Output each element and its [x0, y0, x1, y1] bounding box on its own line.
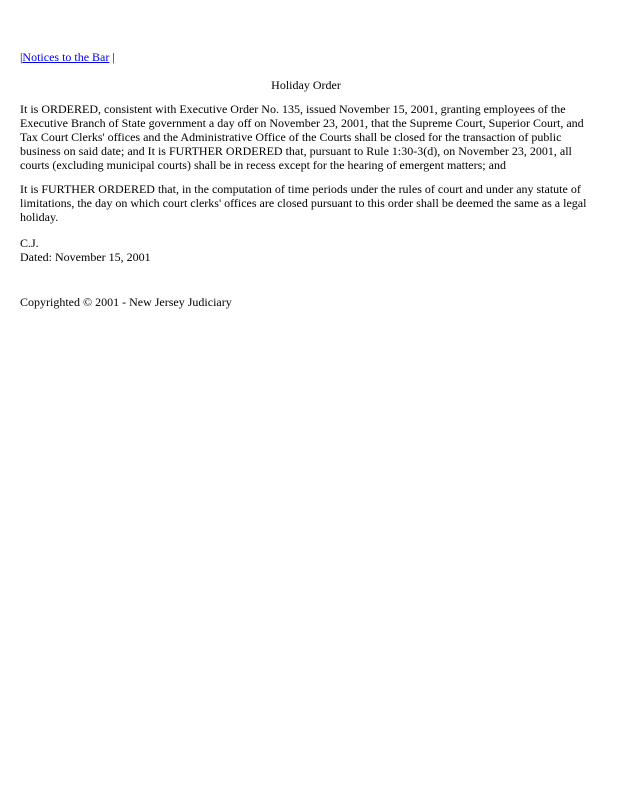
signature: C.J. — [20, 236, 39, 250]
signature-block — [20, 236, 151, 264]
order-paragraph-1: It is ORDERED, consistent with Executive Order No. 135, issued November 15, 2001, granting employees of the Executive Branch of State government a day off on November 23, 2001, that the Supreme Court, Superior Court, and Tax Court Clerks' offices and the Administrative Office of the Courts shall be closed for the transaction of public business on said date; and It is FURTHER ORDERED that, pursuant to Rule 1:30-3(d), on November 23, 2001, all courts (excluding municipal courts) shall be in recess except for the hearing of emergent matters; and — [20, 102, 584, 172]
order-paragraph-2: It is FURTHER ORDERED that, in the computation of time periods under the rules of court and under any statute of limitations, the day on which court clerks' offices are closed pursuant to this order shall be deemed the same as a legal holiday. — [20, 182, 587, 224]
nav-separator-right: | — [112, 50, 115, 64]
page-title: Holiday Order — [271, 78, 341, 92]
dated-line: Dated: November 15, 2001 — [20, 250, 151, 264]
nav-bar — [20, 50, 115, 64]
copyright-notice: Copyrighted © 2001 - New Jersey Judiciary — [20, 295, 232, 309]
notices-to-the-bar-link[interactable]: Notices to the Bar — [22, 50, 110, 64]
nav-separator-left: | — [20, 50, 23, 64]
